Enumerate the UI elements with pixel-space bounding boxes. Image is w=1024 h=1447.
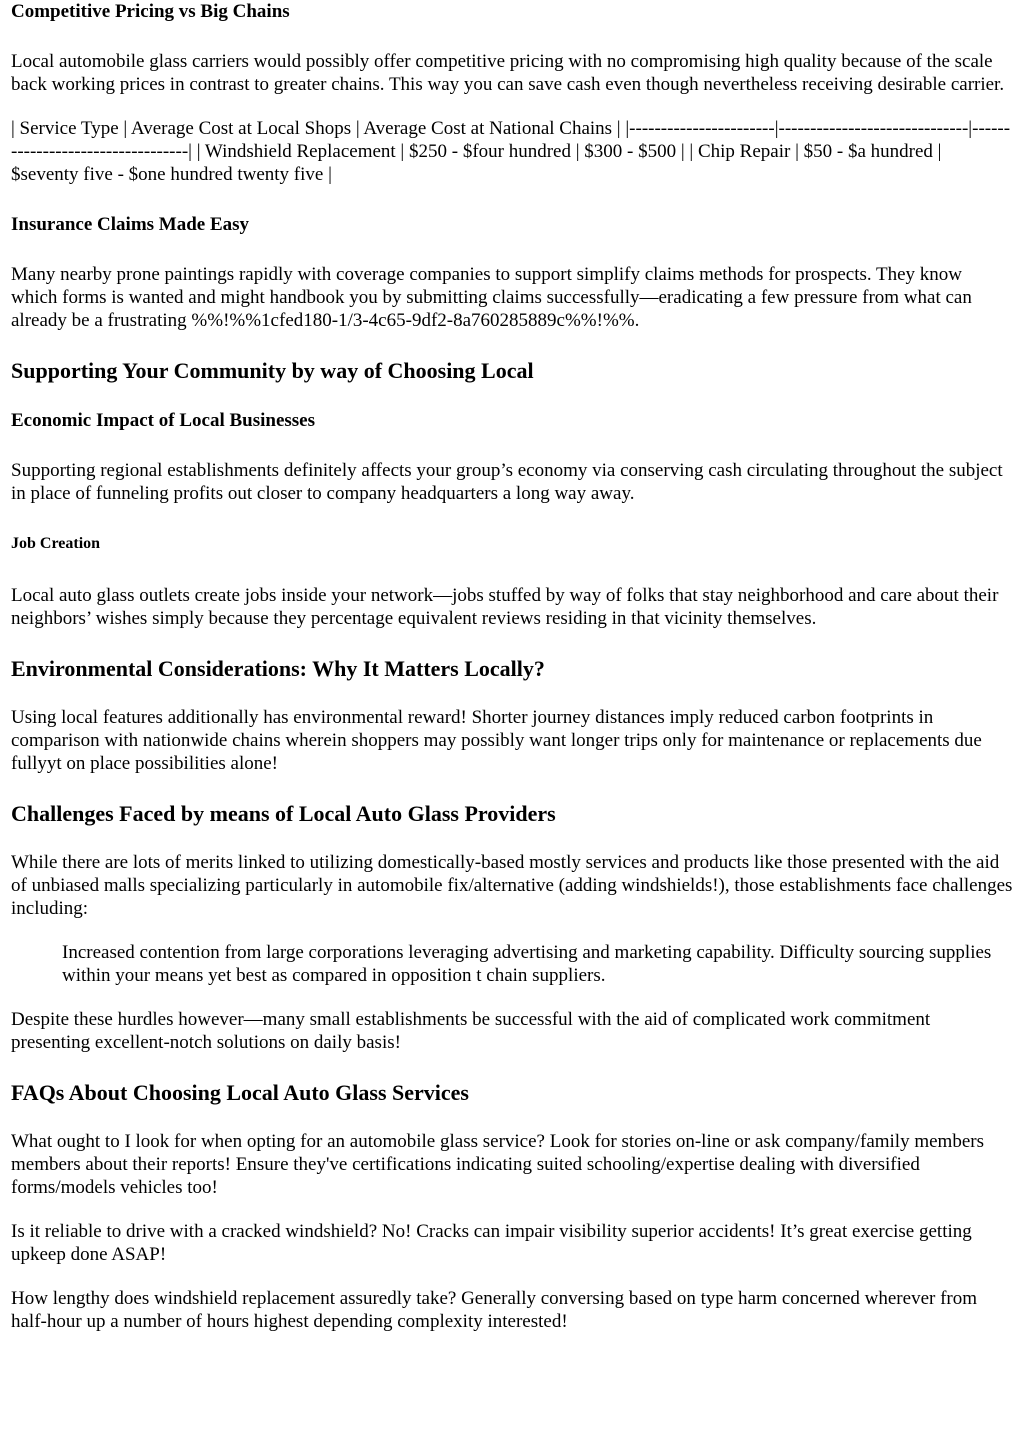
challenges-paragraph-2: Despite these hurdles however—many small establishments be successful with the aid of complicated work commitment presenting excellent-notch solutions on daily basis! xyxy=(11,1009,931,1053)
challenges-quote: Increased contention from large corporations leveraging advertising and marketing capability. Difficulty sourcing supplies within your means yet best as compared in opposition t chain suppliers. xyxy=(62,942,992,986)
job-paragraph: Local auto glass outlets create jobs inside your network—jobs stuffed by way of folks that stay neighborhood and care about their neighbors’ wishes simply because they percentage equivalent reviews residing in that vicinity themselves. xyxy=(11,585,999,629)
economic-paragraph: Supporting regional establishments definitely affects your group’s economy via conserving cash circulating throughout the subject in place of funneling profits out closer to company headquarters a long way away. xyxy=(11,460,1003,504)
job-heading: Job Creation xyxy=(11,535,101,552)
faq-paragraph-2: Is it reliable to drive with a cracked windshield? No! Cracks can impair visibility superior accidents! It’s great exercise getting upkeep done ASAP! xyxy=(11,1221,972,1265)
pricing-heading: Competitive Pricing vs Big Chains xyxy=(11,1,290,22)
pricing-table-text: | Service Type | Average Cost at Local Shops | Average Cost at National Chains | |-----------------------|------------------------------|----------------------------------| | Windshield Replacement | $250 - $four hundred | $300 - $500 | | Chip Repair | $50 - $a hundred | $seventy five - $one hundred twenty five | xyxy=(11,118,1011,185)
faq-paragraph-3: How lengthy does windshield replacement assuredly take? Generally conversing based on type harm concerned wherever from half-hour up a number of hours highest depending complexity interested! xyxy=(11,1288,978,1332)
pricing-paragraph: Local automobile glass carriers would possibly offer competitive pricing with no compromising high quality because of the scale back working prices in contrast to greater chains. This way you can save cash even though nevertheless receiving desirable carrier. xyxy=(11,51,1005,95)
insurance-heading: Insurance Claims Made Easy xyxy=(11,214,250,235)
faq-paragraph-1: What ought to I look for when opting for an automobile glass service? Look for stories on-line or ask company/family members members about their reports! Ensure they've certifications indicating suited schooling/expertise dealing with diversified forms/models vehicles too! xyxy=(11,1131,984,1198)
community-heading: Supporting Your Community by way of Choosing Local xyxy=(11,358,534,383)
document-page xyxy=(0,1,1024,1333)
environment-heading: Environmental Considerations: Why It Matters Locally? xyxy=(11,656,545,681)
challenges-heading: Challenges Faced by means of Local Auto Glass Providers xyxy=(11,801,556,826)
environment-paragraph: Using local features additionally has environmental reward! Shorter journey distances imply reduced carbon footprints in comparison with nationwide chains wherein shoppers may possibly want longer trips only for maintenance or replacements due fullyyt on place possibilities alone! xyxy=(11,707,982,774)
insurance-paragraph: Many nearby prone paintings rapidly with coverage companies to support simplify claims methods for prospects. They know which forms is wanted and might handbook you by submitting claims successfully—eradicating a few pressure from what can already be a frustrating %%!%%1cfed180-1/3-4c65-9df2-8a760285889c%%!%%. xyxy=(11,264,972,331)
economic-heading: Economic Impact of Local Businesses xyxy=(11,410,315,431)
faq-heading: FAQs About Choosing Local Auto Glass Services xyxy=(11,1080,469,1105)
challenges-paragraph: While there are lots of merits linked to utilizing domestically-based mostly services and products like those presented with the aid of unbiased malls specializing particularly in automobile fix/alternative (adding windshields!), those establishments face challenges including: xyxy=(11,852,1013,919)
